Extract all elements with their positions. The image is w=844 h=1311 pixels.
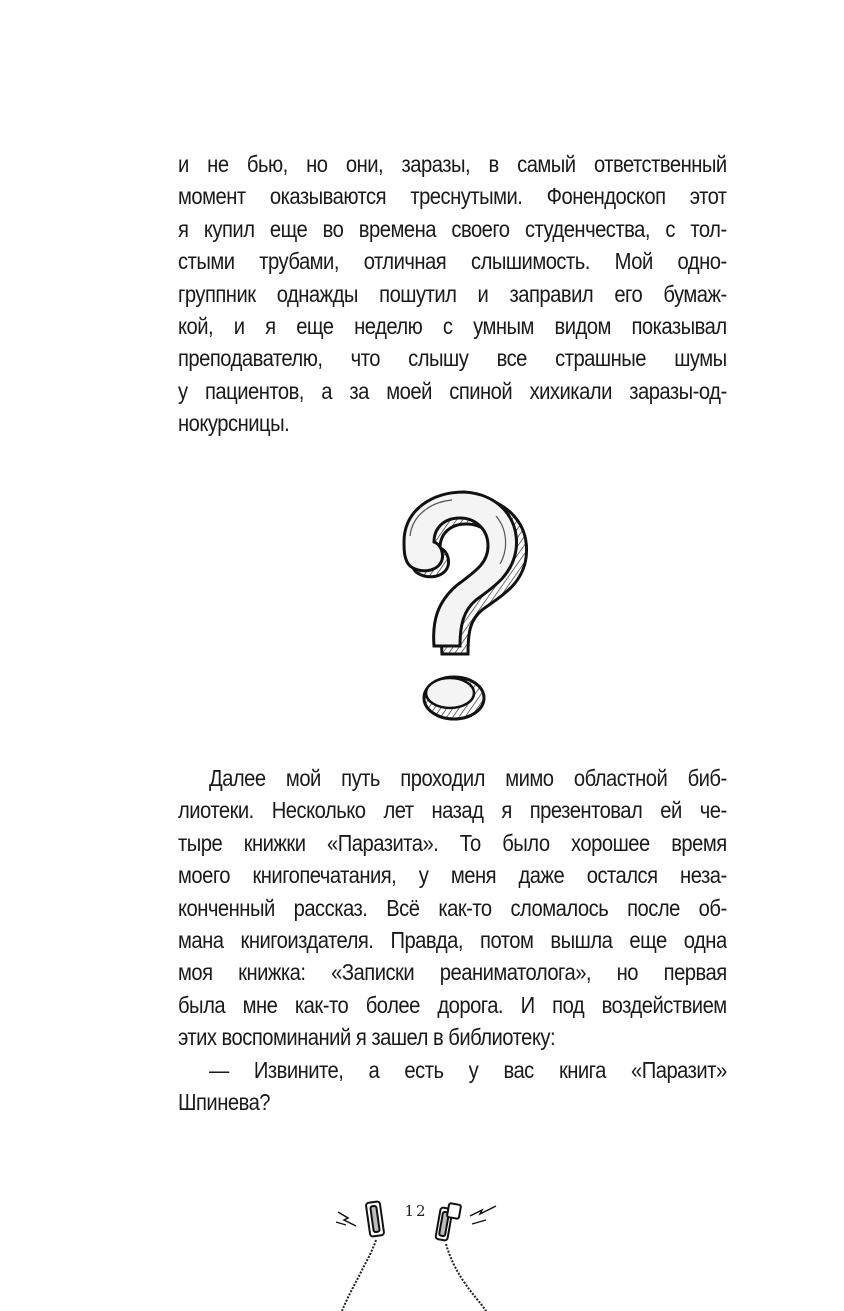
question-mark-icon	[370, 486, 540, 726]
text-line: у пациентов, а за моей спиной хихикали заразы-од-	[178, 377, 727, 404]
page-number: 12	[404, 1202, 428, 1220]
text-line: момент оказываются треснутыми. Фонендоскоп этот	[178, 183, 727, 210]
text-line: группник однажды пошутил и заправил его бумаж-	[178, 280, 727, 307]
text-line: Далее мой путь проходил мимо областной биб-	[208, 765, 727, 791]
text-line: мана книгоиздателя. Правда, потом вышла еще одна	[178, 926, 727, 953]
text-line: этих воспоминаний я зашел в библиотеку:	[178, 1024, 556, 1051]
text-line: и не бью, но они, заразы, в самый ответственный	[178, 151, 727, 177]
paragraph-2	[178, 762, 727, 1118]
text-line: моего книгопечатания, у меня даже остался неза-	[178, 862, 727, 889]
text-line: моя книжка: «Записки реаниматолога», но первая	[178, 959, 727, 986]
text-line: была мне как-то более дорога. И под воздействием	[178, 991, 727, 1018]
text-line: — Извините, а есть у вас книга «Паразит»	[208, 1056, 727, 1083]
text-line: лиотеки. Несколько лет назад я презентовал ей че-	[178, 797, 727, 824]
text-line: тыре книжки «Паразита». То было хорошее время	[178, 829, 727, 856]
paragraph-1	[178, 148, 727, 440]
text-line: преподавателю, что слышу все страшные шумы	[178, 345, 727, 372]
text-line: конченный рассказ. Всё как-то сломалось после об-	[178, 894, 727, 921]
text-line: кой, и я еще неделю с умным видом показывал	[178, 312, 727, 339]
text-line: нокурсницы.	[178, 410, 290, 437]
text-line: стыми трубами, отличная слышимость. Мой одно-	[178, 248, 727, 275]
text-line: Шпинева?	[178, 1088, 271, 1115]
text-line: я купил еще во времена своего студенчества, с тол-	[178, 215, 727, 242]
